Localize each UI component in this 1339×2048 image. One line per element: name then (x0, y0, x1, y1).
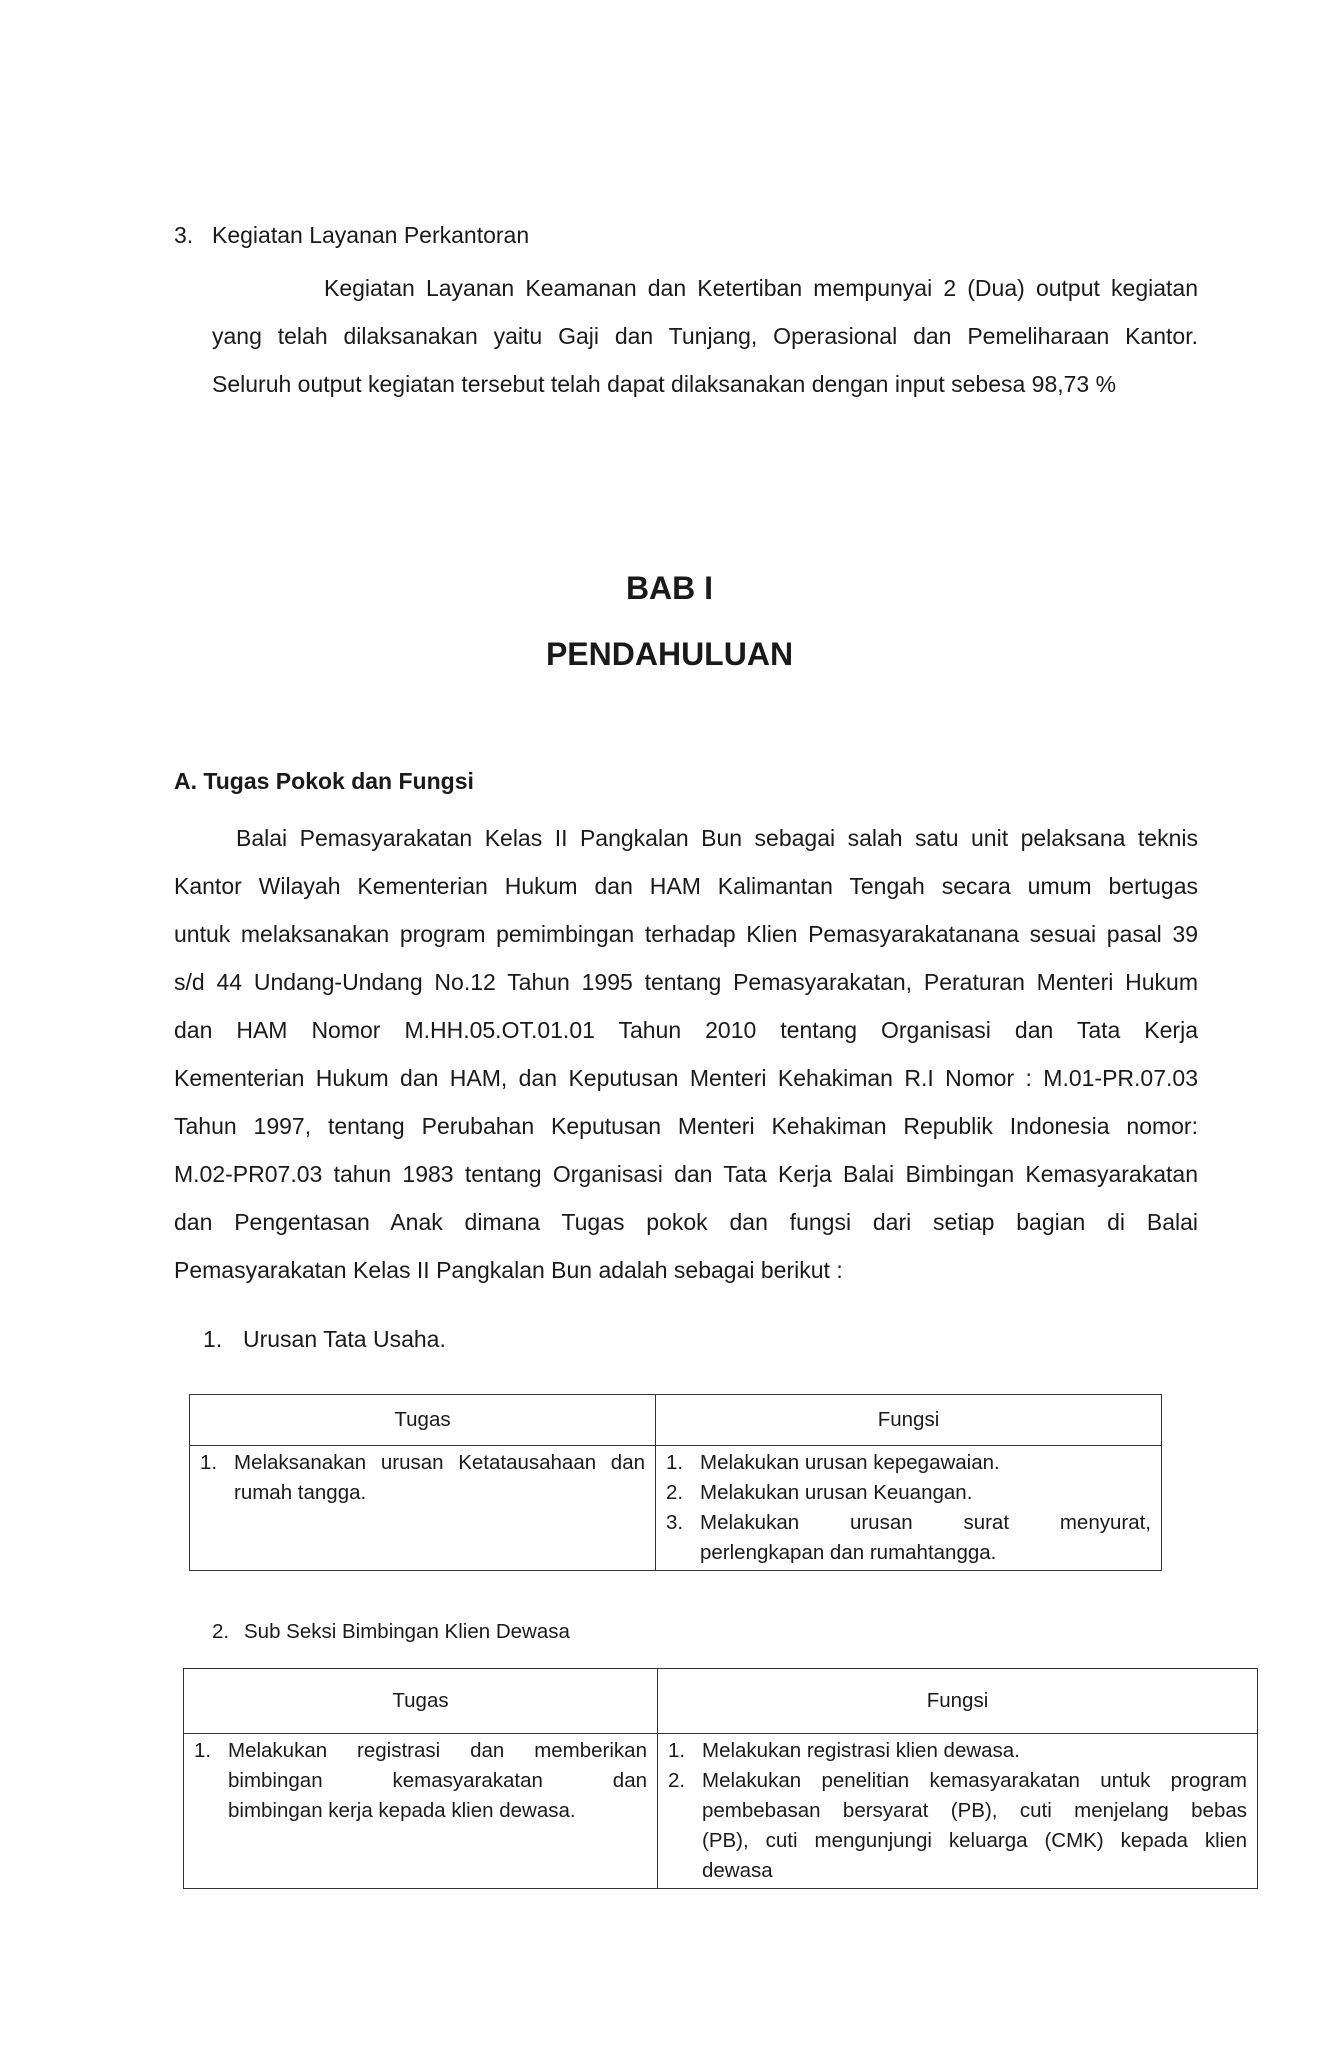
list-number: 1. (203, 1326, 223, 1352)
list-item (668, 1766, 1247, 1886)
header-fungsi: Fungsi (658, 1669, 1258, 1734)
paragraph-line: Kantor Wilayah Kementerian Hukum dan HAM Kalimantan Tengah secara umum bertugas (174, 873, 1198, 899)
section-a-paragraph (174, 814, 1198, 1294)
paragraph-line: Kementerian Hukum dan HAM, dan Keputusan Menteri Kehakiman R.I Nomor : M.01-PR.07.03 (174, 1065, 1198, 1091)
header-fungsi: Fungsi (656, 1395, 1162, 1446)
cell-line: bimbingan kerja kepada klien dewasa. (228, 1799, 576, 1822)
cell-line: dewasa (702, 1859, 773, 1882)
table-header-row (184, 1669, 1258, 1734)
cell-tugas (184, 1734, 658, 1889)
cell-line: Melakukan registrasi klien dewasa. (702, 1739, 1020, 1762)
cell-line: rumah tangga. (234, 1481, 367, 1504)
list-number: 2. (668, 1769, 686, 1792)
cell-line: pembebasan bersyarat (PB), cuti menjelang bebas (702, 1799, 1247, 1822)
list-title: Urusan Tata Usaha. (243, 1326, 446, 1352)
paragraph-line: M.02-PR07.03 tahun 1983 tentang Organisasi dan Tata Kerja Balai Bimbingan Kemasyarakatan (174, 1161, 1198, 1187)
table-header-row (190, 1395, 1162, 1446)
paragraph-line: yang telah dilaksanakan yaitu Gaji dan Tunjang, Operasional dan Pemeliharaan Kantor. (212, 323, 1198, 349)
cell-line: perlengkapan dan rumahtangga. (700, 1541, 997, 1564)
section-3-heading (174, 222, 529, 249)
chapter-title: PENDAHULUAN (545, 636, 794, 672)
list-number: 1. (194, 1739, 212, 1762)
list-title: Sub Seksi Bimbingan Klien Dewasa (244, 1620, 570, 1643)
list-item (668, 1736, 1247, 1766)
chapter-label: BAB I (625, 570, 714, 606)
list-item-urusan-tata-usaha (203, 1326, 446, 1353)
cell-line: Melakukan registrasi dan memberikan (228, 1739, 647, 1762)
header-tugas: Tugas (184, 1669, 658, 1734)
cell-line: Melakukan urusan surat menyurat, (700, 1511, 1151, 1534)
cell-line: bimbingan kemasyarakatan dan (228, 1769, 647, 1792)
paragraph-line: Seluruh output kegiatan tersebut telah dapat dilaksanakan dengan input sebesa 98,73 % (212, 371, 1117, 397)
cell-tugas (190, 1446, 656, 1571)
table-row (184, 1734, 1258, 1889)
list-item (666, 1508, 1151, 1568)
table-row (190, 1446, 1162, 1571)
section-3-paragraph (212, 264, 1198, 408)
list-item (666, 1448, 1151, 1478)
paragraph-line: Balai Pemasyarakatan Kelas II Pangkalan Bun sebagai salah satu unit pelaksana teknis (236, 825, 1198, 851)
paragraph-line: dan HAM Nomor M.HH.05.OT.01.01 Tahun 2010 tentang Organisasi dan Tata Kerja (174, 1017, 1198, 1043)
cell-fungsi (656, 1446, 1162, 1571)
table-bimbingan-klien-dewasa (183, 1668, 1258, 1889)
section-a-heading: A. Tugas Pokok dan Fungsi (174, 768, 474, 794)
cell-fungsi (658, 1734, 1258, 1889)
header-tugas: Tugas (190, 1395, 656, 1446)
cell-line: (PB), cuti mengunjungi keluarga (CMK) kepada klien (702, 1829, 1247, 1852)
list-item-sub-seksi-bimbingan (212, 1620, 570, 1644)
list-number: 2. (212, 1620, 230, 1643)
list-number: 1. (666, 1451, 684, 1474)
list-number: 2. (666, 1481, 684, 1504)
section-3-title: Kegiatan Layanan Perkantoran (212, 222, 530, 248)
list-number: 1. (200, 1451, 218, 1474)
paragraph-line: dan Pengentasan Anak dimana Tugas pokok dan fungsi dari setiap bagian di Balai (174, 1209, 1198, 1235)
table-urusan-tata-usaha (189, 1394, 1162, 1571)
paragraph-line: Kegiatan Layanan Keamanan dan Ketertiban mempunyai 2 (Dua) output kegiatan (324, 275, 1198, 301)
list-number: 3. (666, 1511, 684, 1534)
paragraph-line: s/d 44 Undang-Undang No.12 Tahun 1995 tentang Pemasyarakatan, Peraturan Menteri Hukum (174, 969, 1198, 995)
list-number: 1. (668, 1739, 686, 1762)
section-3-number: 3. (174, 222, 194, 248)
cell-line: Melakukan penelitian kemasyarakatan untuk program (702, 1769, 1247, 1792)
list-item (194, 1736, 647, 1826)
cell-line: Melakukan urusan kepegawaian. (700, 1451, 1000, 1474)
list-item (666, 1478, 1151, 1508)
list-item (200, 1448, 645, 1508)
paragraph-line: Tahun 1997, tentang Perubahan Keputusan Menteri Kehakiman Republik Indonesia nomor: (174, 1113, 1198, 1139)
paragraph-line: Pemasyarakatan Kelas II Pangkalan Bun adalah sebagai berikut : (174, 1257, 843, 1283)
paragraph-line: untuk melaksanakan program pemimbingan terhadap Klien Pemasyarakatanana sesuai pasal 39 (174, 921, 1198, 947)
cell-line: Melakukan urusan Keuangan. (700, 1481, 973, 1504)
cell-line: Melaksanakan urusan Ketatausahaan dan (234, 1451, 645, 1474)
